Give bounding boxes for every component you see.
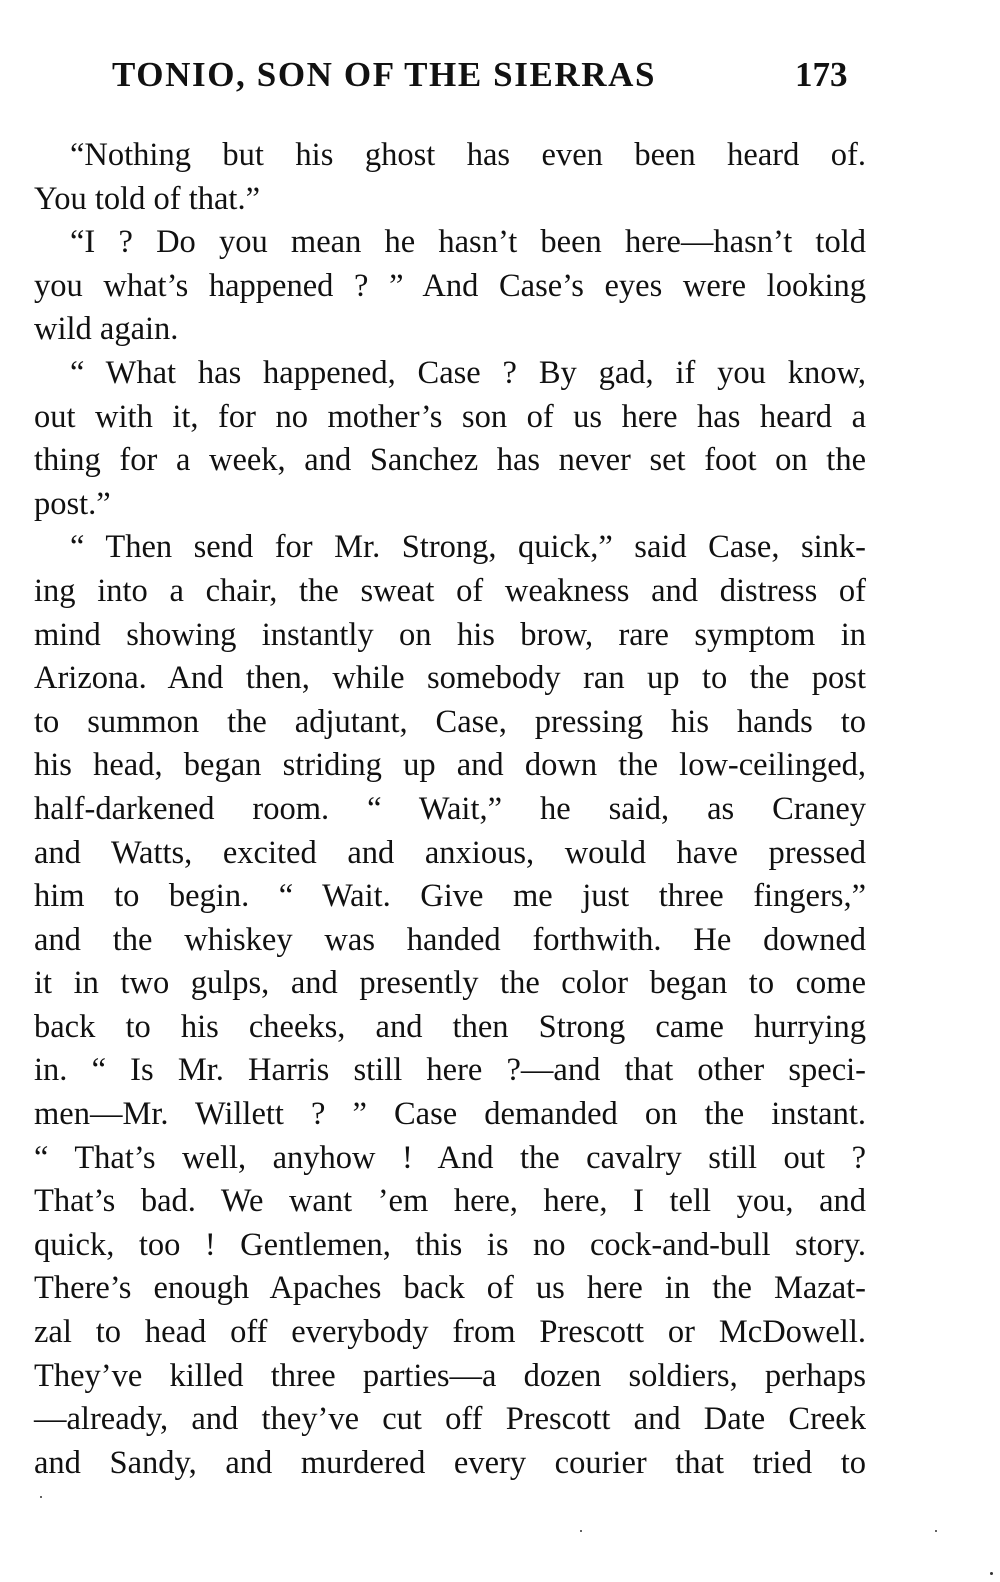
text-line: “ That’s well, anyhow ! And the cavalry still out ?: [34, 1139, 866, 1176]
text-line: half-darkened room. “ Wait,” he said, as Craney: [34, 790, 866, 827]
text-line: out with it, for no mother’s son of us here has heard a: [34, 398, 866, 435]
text-line: ing into a chair, the sweat of weakness and distress of: [34, 572, 866, 609]
text-line: and Watts, excited and anxious, would have pressed: [34, 834, 866, 871]
text-line: him to begin. “ Wait. Give me just three fingers,”: [34, 878, 866, 915]
text-line: “ What has happened, Case ? By gad, if you know,: [70, 354, 866, 391]
scan-speck: [935, 1530, 937, 1532]
text-line: mind showing instantly on his brow, rare symptom in: [34, 616, 866, 653]
text-line: They’ve killed three parties—a dozen soldiers, perhaps: [34, 1357, 866, 1394]
text-line: quick, too ! Gentlemen, this is no cock-and-bull story.: [34, 1226, 866, 1263]
text-line: to summon the adjutant, Case, pressing his hands to: [34, 703, 866, 740]
text-line: There’s enough Apaches back of us here in the Mazat-: [34, 1270, 866, 1307]
scan-speck: [580, 1530, 582, 1532]
body-text: [34, 134, 866, 1485]
text-line: zal to head off everybody from Prescott or McDowell.: [34, 1314, 866, 1351]
text-line: and the whiskey was handed forthwith. He downed: [34, 921, 866, 958]
running-head: [0, 48, 1000, 108]
text-line: men—Mr. Willett ? ” Case demanded on the instant.: [34, 1096, 866, 1133]
text-line: “Nothing but his ghost has even been heard of.: [70, 137, 866, 173]
text-line: it in two gulps, and presently the color began to come: [34, 965, 866, 1002]
text-line: in. “ Is Mr. Harris still here ?—and that other speci-: [34, 1052, 866, 1089]
text-line: you what’s happened ? ” And Case’s eyes were looking: [34, 267, 866, 304]
text-line: That’s bad. We want ’em here, here, I tell you, and: [34, 1183, 866, 1220]
scan-speck: [990, 1572, 993, 1575]
text-line: Arizona. And then, while somebody ran up to the post: [34, 660, 866, 697]
text-line: “I ? Do you mean he hasn’t been here—hasn’t told: [70, 224, 866, 261]
text-line: and Sandy, and murdered every courier that tried to: [34, 1444, 866, 1481]
scan-speck: [40, 1496, 42, 1498]
page-number: 173: [795, 55, 848, 94]
text-line: back to his cheeks, and then Strong came hurrying: [34, 1008, 866, 1045]
text-line: his head, began striding up and down the low-ceilinged,: [34, 747, 866, 784]
text-line: You told of that.”: [34, 180, 261, 217]
text-line: thing for a week, and Sanchez has never set foot on the: [34, 442, 866, 479]
running-title: TONIO, SON OF THE SIERRAS: [112, 55, 657, 94]
text-line: wild again.: [34, 311, 179, 348]
text-line: —already, and they’ve cut off Prescott and Date Creek: [34, 1401, 866, 1438]
text-line: “ Then send for Mr. Strong, quick,” said Case, sink-: [70, 529, 866, 566]
text-line: post.”: [34, 485, 111, 522]
